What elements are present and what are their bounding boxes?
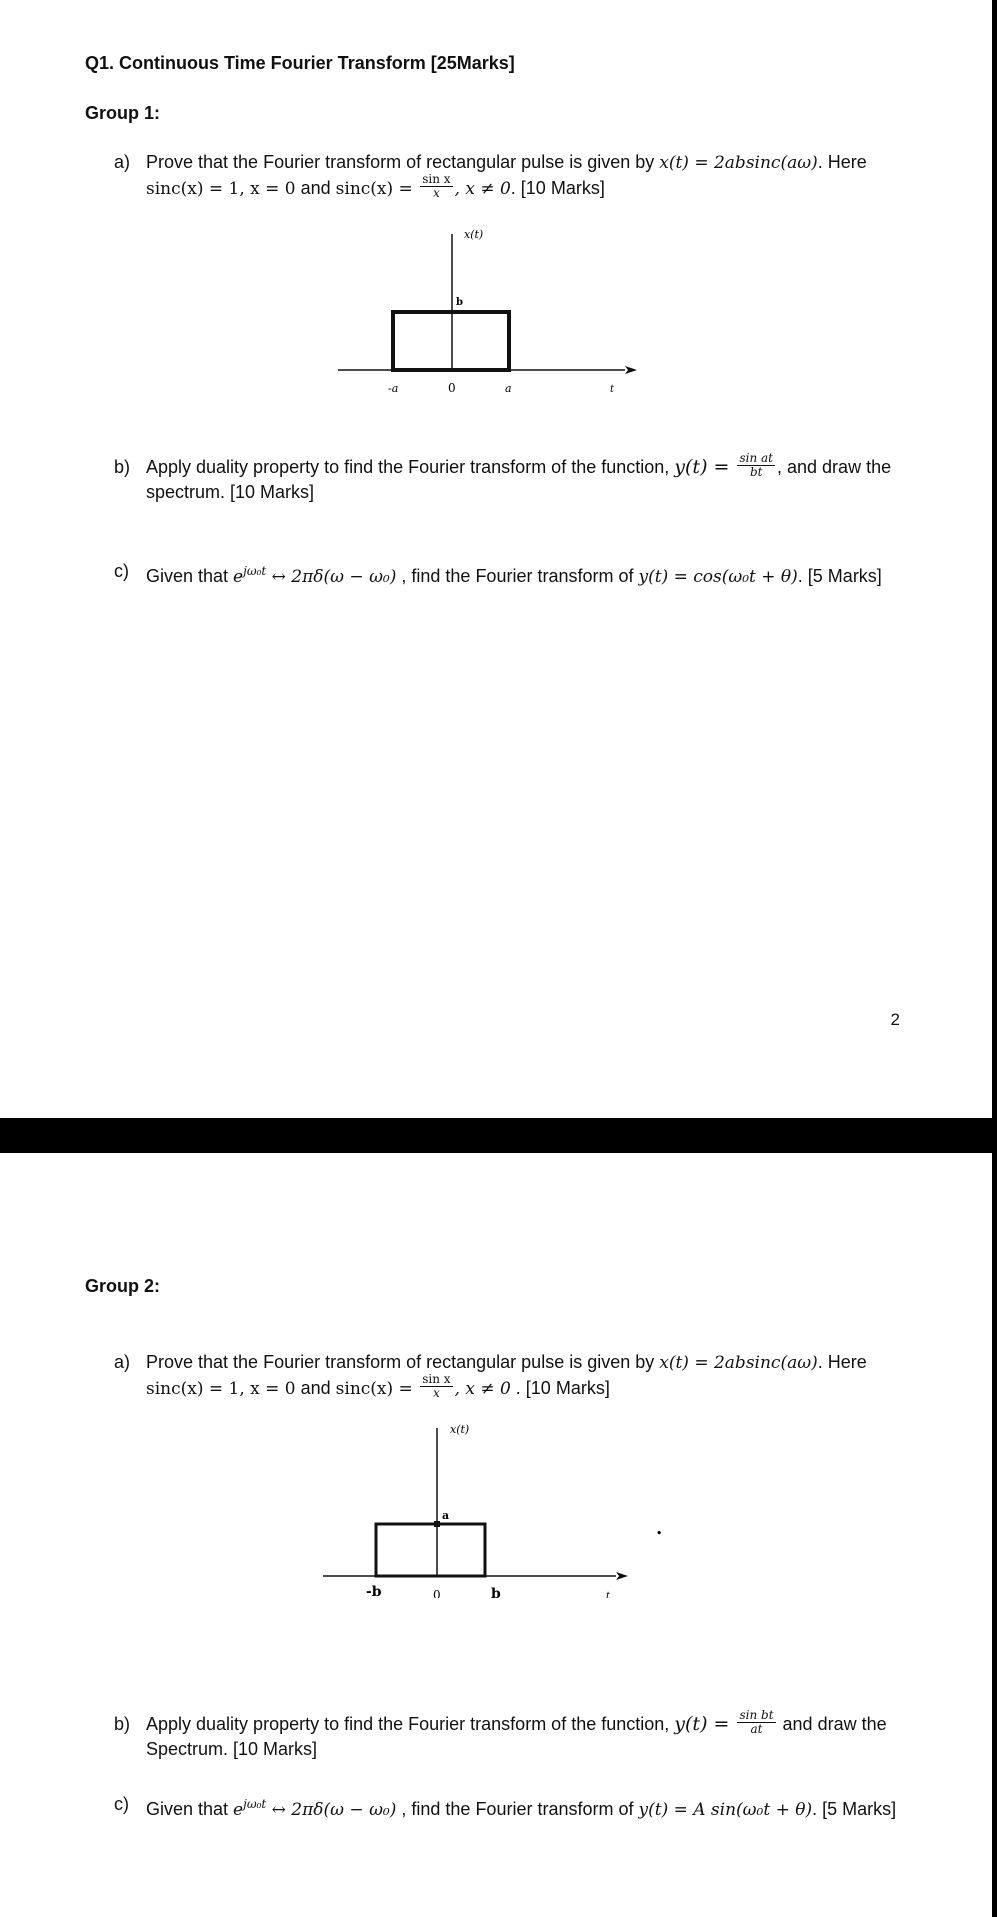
question-2b-marker: b) bbox=[114, 1714, 131, 1734]
question-title: Q1. Continuous Time Fourier Transform [25Marks] bbox=[85, 53, 515, 73]
question-1a-and: and bbox=[295, 178, 336, 198]
question-1b-text bbox=[146, 450, 914, 505]
question-1b bbox=[114, 450, 914, 505]
question-2b-frac-den: at bbox=[750, 1721, 763, 1736]
question-2a-and: and bbox=[295, 1378, 336, 1398]
question-2c bbox=[114, 1792, 914, 1823]
page-number: 2 bbox=[890, 1010, 900, 1029]
question-1c-transform-pair: ↔ 2πδ(ω − ω₀) bbox=[266, 567, 397, 587]
question-1c-formula: y(t) = cos(ω₀t + θ) bbox=[638, 567, 798, 587]
question-2b-fraction bbox=[737, 1709, 775, 1736]
right-edge-label: b bbox=[491, 1586, 501, 1598]
rectangular-pulse-diagram-2 bbox=[318, 1418, 678, 1598]
question-2c-marker: c) bbox=[114, 1794, 129, 1814]
question-1a-frac-num: sin x bbox=[422, 171, 451, 186]
origin-label: 0 bbox=[433, 1588, 441, 1598]
question-1b-formula: y(t) = bbox=[674, 456, 736, 478]
question-1c-exp-base: e bbox=[233, 567, 244, 587]
question-2a-formula: x(t) = 2absinc(aω) bbox=[659, 1353, 818, 1373]
right-edge-label: a bbox=[505, 382, 512, 395]
question-2b-text bbox=[146, 1707, 914, 1762]
question-1c-intro: Given that bbox=[146, 566, 234, 586]
question-2b-formula: y(t) = bbox=[674, 1713, 736, 1735]
question-1a-sinc-fraction bbox=[420, 173, 452, 200]
question-2a-frac-num: sin x bbox=[422, 1371, 451, 1386]
question-2a-sinc-def-1: sinc(x) = 1, x = 0 bbox=[146, 1379, 296, 1399]
question-1b-intro: Apply duality property to find the Fourier transform of the function, bbox=[146, 457, 670, 477]
pulse-height-marker bbox=[434, 1521, 440, 1527]
question-2c-intro: Given that bbox=[146, 1799, 234, 1819]
question-2a-sinc-fraction bbox=[420, 1373, 452, 1400]
question-1c bbox=[114, 559, 914, 590]
question-1a-marker: a) bbox=[114, 152, 131, 172]
question-2c-transform-pair: ↔ 2πδ(ω − ω₀) bbox=[266, 1800, 397, 1820]
question-1b-frac-den: bt bbox=[749, 464, 763, 479]
question-2a-condition: , x ≠ 0 bbox=[454, 1379, 511, 1399]
question-2a-text bbox=[146, 1350, 914, 1402]
question-1b-frac-num: sin at bbox=[739, 450, 773, 465]
page-2 bbox=[0, 1153, 992, 1917]
t-axis-arrow bbox=[625, 366, 637, 374]
question-2c-formula: y(t) = A sin(ω₀t + θ) bbox=[638, 1800, 813, 1820]
t-axis-arrow bbox=[616, 1572, 628, 1580]
question-1a-condition: , x ≠ 0 bbox=[454, 179, 511, 199]
left-edge-label: -a bbox=[388, 382, 399, 395]
y-axis-label: x(t) bbox=[450, 1423, 470, 1436]
pulse-rectangle bbox=[393, 312, 509, 370]
question-1a-here: . Here bbox=[817, 152, 867, 172]
question-2c-exp-base: e bbox=[233, 1800, 244, 1820]
question-2a-frac-den: x bbox=[432, 1385, 440, 1400]
question-2a-marks: . [10 Marks] bbox=[510, 1378, 610, 1398]
question-2b-intro: Apply duality property to find the Fourier transform of the function, bbox=[146, 1714, 675, 1734]
question-2a-intro: Prove that the Fourier transform of rectangular pulse is given by bbox=[146, 1352, 660, 1372]
right-edge-bar bbox=[992, 0, 997, 1917]
question-1a bbox=[114, 150, 914, 202]
question-1c-marker: c) bbox=[114, 561, 129, 581]
pulse-rectangle bbox=[376, 1524, 485, 1576]
question-1a-sinc-def-2: sinc(x) = bbox=[335, 179, 419, 199]
stray-dot: . bbox=[656, 1518, 663, 1539]
question-1c-exp-power: jω₀t bbox=[243, 564, 267, 578]
question-2b bbox=[114, 1707, 914, 1762]
question-2c-marks: . [5 Marks] bbox=[812, 1799, 897, 1819]
pulse-height-label: b bbox=[456, 297, 463, 308]
left-edge-label: -b bbox=[366, 1584, 382, 1598]
question-1c-marks: . [5 Marks] bbox=[797, 566, 882, 586]
question-1a-text bbox=[146, 150, 914, 202]
question-1a-marks: . [10 Marks] bbox=[510, 178, 605, 198]
question-2a-marker: a) bbox=[114, 1352, 131, 1372]
question-2a bbox=[114, 1350, 914, 1402]
question-1c-text bbox=[146, 559, 914, 590]
question-2b-tail: and draw the Spectrum. [10 Marks] bbox=[146, 1714, 887, 1759]
question-2c-middle: , find the Fourier transform of bbox=[396, 1799, 639, 1819]
rectangular-pulse-diagram-1 bbox=[330, 222, 640, 422]
pulse-height-label: a bbox=[442, 1509, 450, 1522]
question-2c-exp-power: jω₀t bbox=[243, 1797, 267, 1811]
question-1b-tail: and draw the spectrum. [10 Marks] bbox=[146, 457, 892, 502]
time-axis-label: t bbox=[606, 1591, 611, 1598]
question-2b-frac-num: sin bt bbox=[739, 1707, 774, 1722]
group-2-heading: Group 2: bbox=[85, 1276, 160, 1296]
question-1b-marker: b) bbox=[114, 457, 131, 477]
y-axis-label: x(t) bbox=[464, 228, 484, 241]
question-2c-text bbox=[146, 1792, 914, 1823]
question-1a-formula: x(t) = 2absinc(aω) bbox=[659, 153, 818, 173]
question-1b-comma: , bbox=[777, 457, 783, 477]
origin-label: 0 bbox=[448, 381, 456, 395]
question-2a-sinc-def-2: sinc(x) = bbox=[335, 1379, 419, 1399]
question-1c-middle: , find the Fourier transform of bbox=[396, 566, 639, 586]
question-1a-sinc-def-1: sinc(x) = 1, x = 0 bbox=[146, 179, 296, 199]
time-axis-label: t bbox=[610, 384, 615, 395]
group-1-heading: Group 1: bbox=[85, 103, 160, 123]
question-2a-here: . Here bbox=[817, 1352, 867, 1372]
question-1b-fraction bbox=[737, 452, 775, 479]
question-1a-frac-den: x bbox=[432, 185, 440, 200]
question-1a-intro: Prove that the Fourier transform of rectangular pulse is given by bbox=[146, 152, 660, 172]
